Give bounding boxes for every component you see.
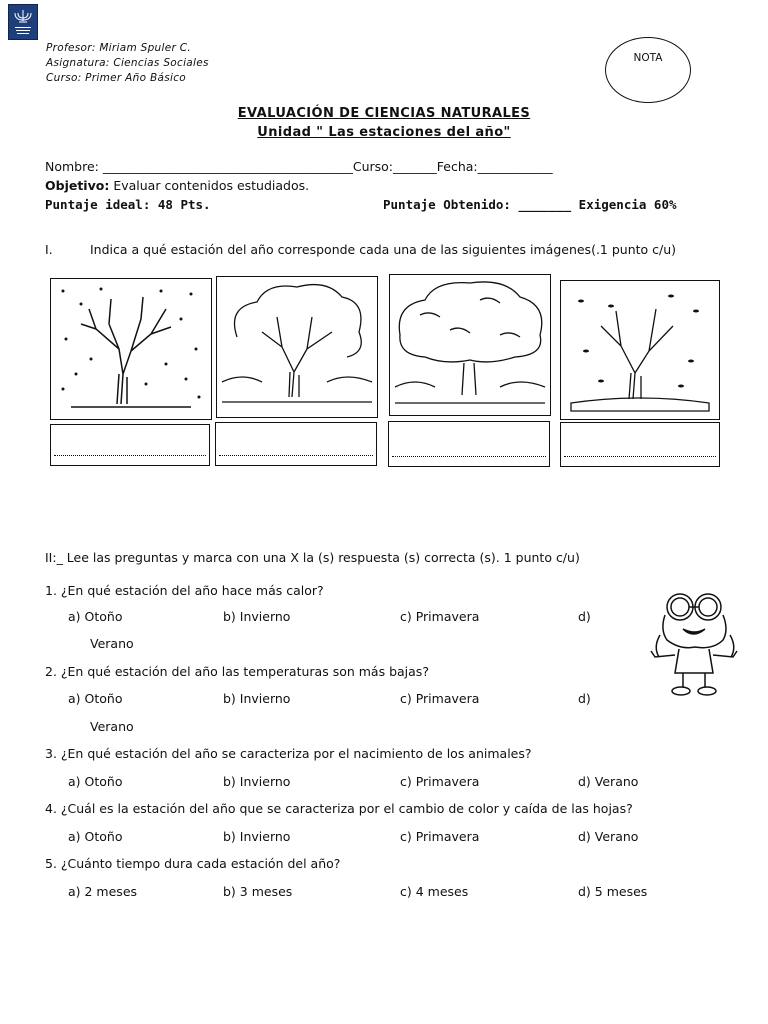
- girl-with-glasses-illustration: [645, 585, 745, 700]
- section1-instruction: Indica a qué estación del año corresponde cada una de las siguientes imágenes(.1 punto c/u): [90, 242, 677, 257]
- question-1: 1. ¿En qué estación del año hace más calor?: [45, 583, 324, 598]
- q1-option-d-text: Verano: [90, 636, 134, 651]
- subject: Asignatura: Ciencias Sociales: [46, 57, 209, 69]
- grade-label: NOTA: [633, 52, 663, 64]
- q2-option-a[interactable]: a) Otoño: [68, 691, 123, 706]
- answer-box-2[interactable]: [215, 422, 377, 466]
- q5-option-d[interactable]: d) 5 meses: [578, 884, 648, 899]
- objective-label: Objetivo:: [45, 178, 110, 193]
- page-subtitle: Unidad " Las estaciones del año": [257, 125, 511, 140]
- q1-option-c[interactable]: c) Primavera: [400, 609, 480, 624]
- question-2: 2. ¿En qué estación del año las temperaturas son más bajas?: [45, 664, 429, 679]
- q1-option-a[interactable]: a) Otoño: [68, 609, 123, 624]
- objective-line: [45, 178, 309, 193]
- winter-tree-image: [50, 278, 212, 420]
- objective-text: Evaluar contenidos estudiados.: [113, 178, 310, 193]
- q3-option-d[interactable]: d) Verano: [578, 774, 639, 789]
- school-logo: [8, 4, 38, 40]
- ideal-score: Puntaje ideal: 48 Pts.: [45, 197, 211, 212]
- page-title: EVALUACIÓN DE CIENCIAS NATURALES: [237, 106, 531, 121]
- section2-instruction: II:_ Lee las preguntas y marca con una X la (s) respuesta (s) correcta (s). 1 punto c/u): [45, 550, 580, 565]
- q2-option-d-text: Verano: [90, 719, 134, 734]
- q1-option-b[interactable]: b) Invierno: [223, 609, 291, 624]
- q4-option-a[interactable]: a) Otoño: [68, 829, 123, 844]
- course: Curso: Primer Año Básico: [46, 72, 187, 84]
- answer-box-3[interactable]: [388, 421, 550, 467]
- q4-option-b[interactable]: b) Invierno: [223, 829, 291, 844]
- q3-option-b[interactable]: b) Invierno: [223, 774, 291, 789]
- question-3: 3. ¿En qué estación del año se caracteriza por el nacimiento de los animales?: [45, 746, 532, 761]
- q4-option-c[interactable]: c) Primavera: [400, 829, 480, 844]
- summer-tree-image: [389, 274, 551, 416]
- q3-option-a[interactable]: a) Otoño: [68, 774, 123, 789]
- grade-circle: [605, 37, 691, 103]
- q3-option-c[interactable]: c) Primavera: [400, 774, 480, 789]
- q5-option-b[interactable]: b) 3 meses: [223, 884, 293, 899]
- obtained-score: Puntaje Obtenido: _______ Exigencia 60%: [383, 197, 677, 212]
- autumn-tree-image: [560, 280, 720, 420]
- answer-box-1[interactable]: [50, 424, 210, 466]
- q1-option-d[interactable]: d): [578, 609, 591, 624]
- q4-option-d[interactable]: d) Verano: [578, 829, 639, 844]
- spring-tree-image: [216, 276, 378, 418]
- answer-box-4[interactable]: [560, 422, 720, 467]
- question-4: 4. ¿Cuál es la estación del año que se caracteriza por el cambio de color y caída de las hojas?: [45, 801, 633, 816]
- question-5: 5. ¿Cuánto tiempo dura cada estación del año?: [45, 856, 341, 871]
- section1-number: I.: [45, 242, 53, 257]
- teacher-name: Profesor: Miriam Spuler C.: [46, 42, 192, 54]
- name-course-date-line: Nombre: ________________________________________Curso:_______Fecha:____________: [45, 159, 553, 174]
- q5-option-c[interactable]: c) 4 meses: [400, 884, 469, 899]
- q5-option-a[interactable]: a) 2 meses: [68, 884, 138, 899]
- q2-option-d[interactable]: d): [578, 691, 591, 706]
- q2-option-c[interactable]: c) Primavera: [400, 691, 480, 706]
- q2-option-b[interactable]: b) Invierno: [223, 691, 291, 706]
